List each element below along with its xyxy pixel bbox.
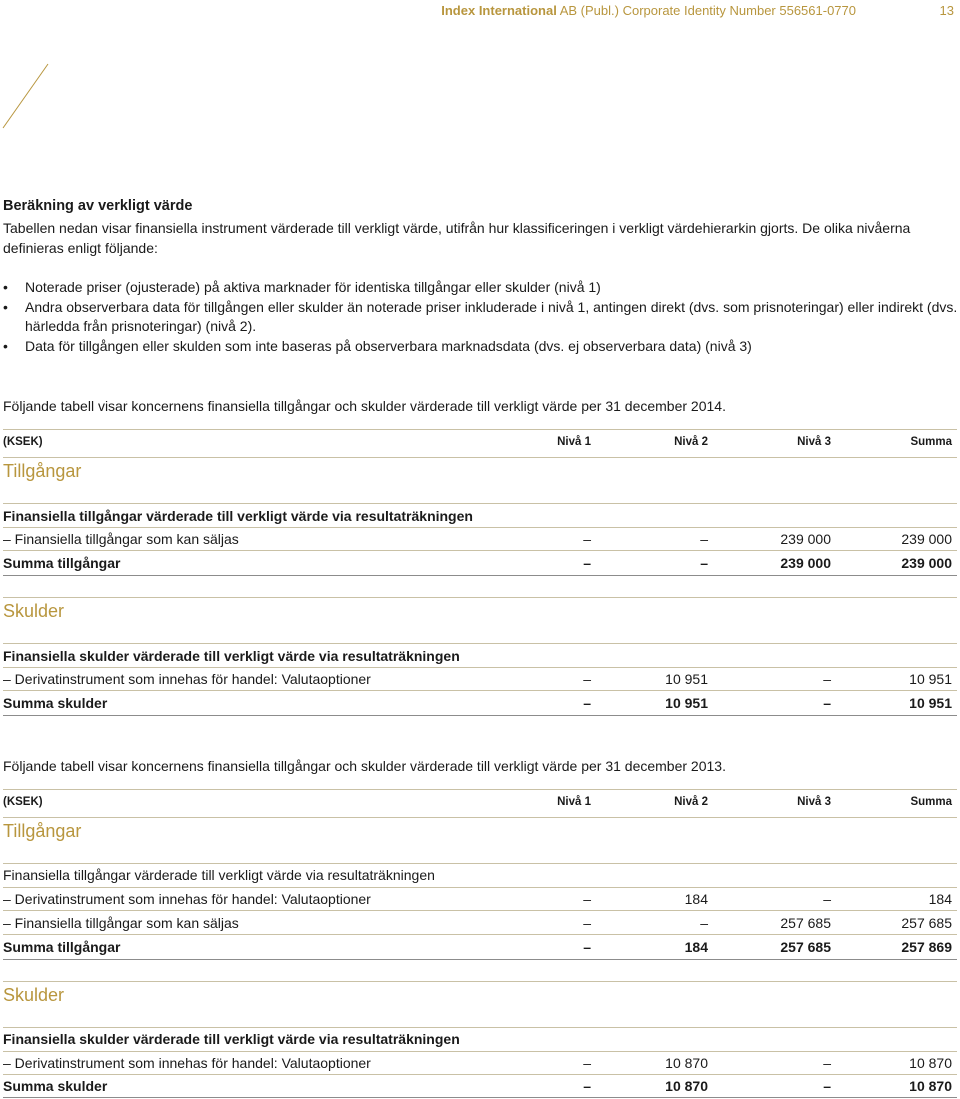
- divider: [3, 690, 957, 691]
- table-2013-intro: Följande tabell visar koncernens finansiella tillgångar och skulder värderade till verkligt värde per 31 december 2013.: [3, 758, 726, 774]
- col-header: Summa: [910, 436, 952, 448]
- table-subheading: Finansiella tillgångar värderade till verkligt värde via resultaträkningen: [3, 867, 435, 883]
- list-item: • Data för tillgången eller skulden som inte baseras på observerbara marknadsdata (dvs. ej observerbara data) (nivå 3): [3, 337, 958, 357]
- table-row: – Derivatinstrument som innehas för handel: Valutaoptioner – 10 951 – 10 951: [3, 671, 952, 687]
- table-subheading: Finansiella skulder värderade till verkligt värde via resultaträkningen: [3, 648, 460, 664]
- table-2014-intro: Följande tabell visar koncernens finansiella tillgångar och skulder värderade till verkligt värde per 31 december 2014.: [3, 398, 726, 414]
- col-header: (KSEK): [3, 796, 43, 808]
- liabilities-heading: Skulder: [3, 601, 65, 621]
- divider: [3, 597, 957, 598]
- page-number: 13: [939, 3, 954, 18]
- divider: [3, 503, 957, 504]
- col-header: Nivå 3: [797, 436, 831, 448]
- intro-text: Tabellen nedan visar finansiella instrument värderade till verkligt värde, utifrån hur klassificeringen i verkligt värdehierarkin gjorts. De olika nivåerna definieras enligt följande:: [3, 220, 911, 256]
- liabilities-heading: Skulder: [3, 985, 65, 1005]
- table-total-row: Summa skulder – 10 870 – 10 870: [3, 1078, 952, 1094]
- divider: [3, 934, 957, 935]
- table-row: – Derivatinstrument som innehas för handel: Valutaoptioner – 184 – 184: [3, 891, 952, 907]
- table-2013-header: [3, 791, 957, 814]
- divider: [3, 643, 957, 644]
- table-subheading: Finansiella skulder värderade till verkligt värde via resultaträkningen: [3, 1031, 460, 1047]
- col-header: Nivå 3: [797, 796, 831, 808]
- table-total-row: Summa tillgångar – – 239 000 239 000: [3, 555, 952, 571]
- table-row: – Derivatinstrument som innehas för handel: Valutaoptioner – 10 870 – 10 870: [3, 1055, 952, 1071]
- divider: [3, 715, 957, 716]
- section-title: Beräkning av verkligt värde: [3, 198, 193, 214]
- table-row: – Finansiella tillgångar som kan säljas – – 257 685 257 685: [3, 915, 952, 931]
- decorative-slash: [0, 60, 60, 140]
- divider: [3, 550, 957, 551]
- divider: [3, 457, 957, 458]
- page-header: [0, 3, 960, 21]
- list-item: • Noterade priser (ojusterade) på aktiva marknader för identiska tillgångar eller skulder (nivå 1): [3, 278, 958, 298]
- table-row: – Finansiella tillgångar som kan säljas – – 239 000 239 000: [3, 531, 952, 547]
- assets-heading: Tillgångar: [3, 461, 82, 481]
- divider: [3, 789, 957, 790]
- divider: [3, 429, 957, 430]
- col-header: Nivå 1: [557, 796, 591, 808]
- table-2014-header: [3, 431, 957, 454]
- divider: [3, 1097, 957, 1098]
- company-name: Index International AB (Publ.) Corporate Identity Number 556561-0770: [441, 3, 856, 18]
- divider: [3, 981, 957, 982]
- assets-heading: Tillgångar: [3, 821, 82, 841]
- divider: [3, 959, 957, 960]
- col-header: Summa: [910, 796, 952, 808]
- col-header: (KSEK): [3, 436, 43, 448]
- table-total-row: Summa tillgångar – 184 257 685 257 869: [3, 939, 952, 955]
- level-definitions: [3, 278, 958, 356]
- table-total-row: Summa skulder – 10 951 – 10 951: [3, 695, 952, 711]
- list-item: • Andra observerbara data för tillgången eller skulder än noterade priser inkluderade i nivå 1, antingen direkt (dvs. som prisnoteringar) eller indirekt (dvs. härledda från prisnoteringar) (nivå 2).: [3, 298, 958, 337]
- col-header: Nivå 2: [674, 436, 708, 448]
- divider: [3, 910, 957, 911]
- col-header: Nivå 2: [674, 796, 708, 808]
- divider: [3, 575, 957, 576]
- table-subheading: Finansiella tillgångar värderade till verkligt värde via resultaträkningen: [3, 508, 473, 524]
- divider: [3, 817, 957, 818]
- col-header: Nivå 1: [557, 436, 591, 448]
